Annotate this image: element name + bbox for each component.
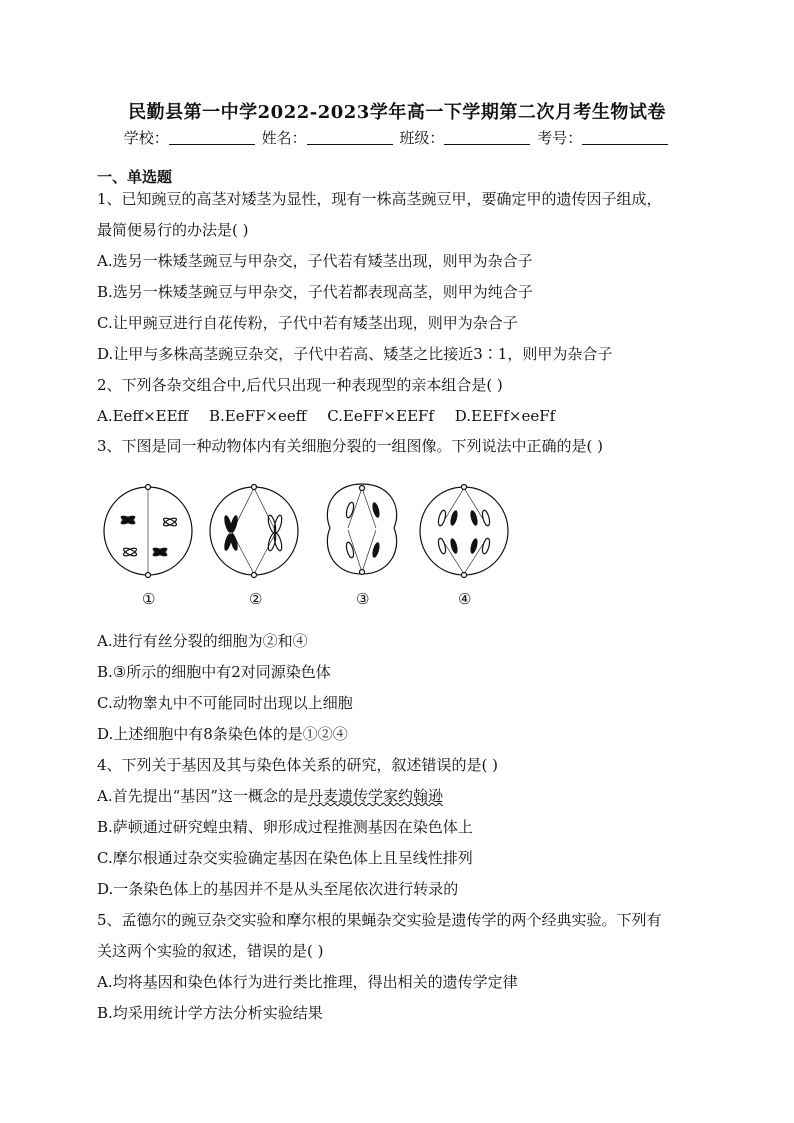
q1-option-b: B.选另一株矮茎豌豆与甲杂交，子代若都表现高茎，则甲为纯合子 (97, 283, 533, 301)
q2-stem: 2、下列各杂交组合中,后代只出现一种表现型的亲本组合是( ) (97, 376, 503, 394)
cell-label-1: ① (142, 590, 156, 608)
exam-number-label: 考号： (537, 129, 583, 147)
q1-option-a: A.选另一株矮茎豌豆与甲杂交，子代若有矮茎出现，则甲为杂合子 (97, 252, 533, 270)
q5-option-a: A.均将基因和染色体行为进行类比推理，得出相关的遗传学定律 (97, 973, 518, 991)
class-label: 班级： (399, 129, 445, 147)
school-label: 学校： (123, 129, 169, 147)
q5-option-b: B.均采用统计学方法分析实验结果 (97, 1004, 323, 1022)
cell-label-4: ④ (458, 590, 472, 608)
q2-option-d: D.EEFf×eeFf (454, 407, 556, 425)
q1-option-d: D.让甲与多株高茎豌豆杂交，子代中若高、矮茎之比接近3∶1，则甲为杂合子 (97, 345, 613, 363)
q4-option-a-underlined: 丹麦遗传学家约翰逊 (307, 787, 443, 805)
exam-number-blank[interactable] (582, 130, 668, 145)
q5-stem-line2: 关这两个实验的叙述，错误的是( ) (97, 942, 324, 960)
class-blank[interactable] (444, 130, 530, 145)
q2-options (97, 406, 571, 426)
q4-stem: 4、下列关于基因及其与染色体关系的研究，叙述错误的是( ) (97, 756, 499, 774)
section-heading: 一、单选题 (97, 168, 173, 186)
cell-4 (420, 485, 508, 578)
q4-option-b: B.萨顿通过研究蝗虫精、卵形成过程推测基因在染色体上 (97, 818, 473, 836)
q2-option-a: A.Eeff×EEff (97, 407, 189, 425)
q2-option-b: B.EeFF×eeff (209, 407, 307, 425)
student-info-row (0, 127, 794, 148)
q3-option-b: B.③所示的细胞中有2对同源染色体 (97, 663, 331, 681)
cell-division-figure (100, 474, 520, 614)
q1-stem-line2: 最简便易行的办法是( ) (97, 221, 249, 239)
cell-label-3: ③ (356, 590, 370, 608)
exam-title: 民勤县第一中学2022-2023学年高一下学期第二次月考生物试卷 (128, 102, 666, 123)
q4-option-c: C.摩尔根通过杂交实验确定基因在染色体上且呈线性排列 (97, 849, 473, 867)
q3-option-a: A.进行有丝分裂的细胞为②和④ (97, 632, 308, 650)
cell-division-diagram (100, 474, 520, 589)
q4-option-a-prefix: A.首先提出“基因”这一概念的是 (97, 787, 308, 805)
cell-label-2: ② (249, 590, 263, 608)
q5-stem-line1: 5、孟德尔的豌豆杂交实验和摩尔根的果蝇杂交实验是遗传学的两个经典实验。下列有 (97, 911, 662, 929)
cell-3 (327, 484, 396, 575)
name-label: 姓名： (261, 129, 307, 147)
school-blank[interactable] (169, 130, 255, 145)
q1-option-c: C.让甲豌豆进行自花传粉，子代中若有矮茎出现，则甲为杂合子 (97, 314, 518, 332)
cell-2 (210, 485, 298, 578)
q1-stem-line1: 1、已知豌豆的高茎对矮茎为显性，现有一株高茎豌豆甲，要确定甲的遗传因子组成， (97, 190, 662, 208)
q3-option-d: D.上述细胞中有8条染色体的是①②④ (97, 725, 348, 743)
q2-option-c: C.EeFF×EEFf (327, 407, 434, 425)
q4-option-d: D.一条染色体上的基因并不是从头至尾依次进行转录的 (97, 880, 459, 898)
name-blank[interactable] (307, 130, 393, 145)
q4-option-a (97, 786, 443, 806)
q3-stem: 3、下图是同一种动物体内有关细胞分裂的一组图像。下列说法中正确的是( ) (97, 437, 604, 455)
q3-option-c: C.动物睾丸中不可能同时出现以上细胞 (97, 694, 353, 712)
cell-1 (104, 485, 192, 578)
